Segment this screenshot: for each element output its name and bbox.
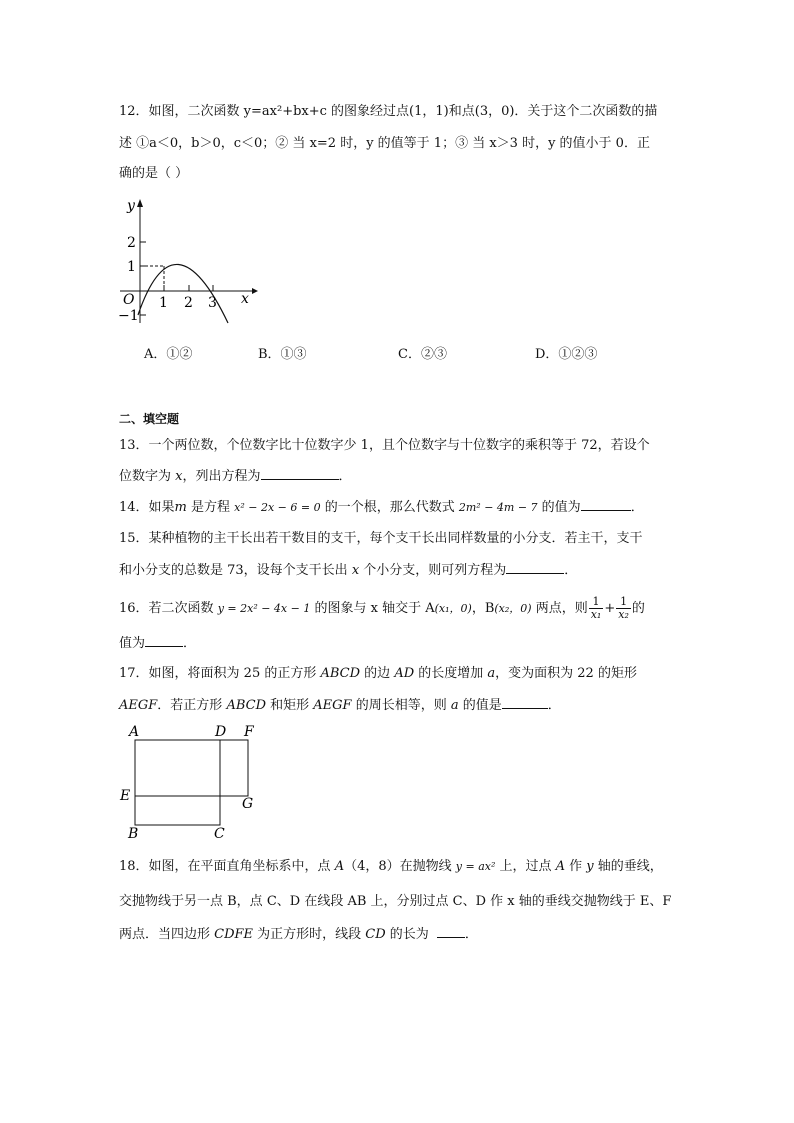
q14-var-m: m — [174, 500, 187, 515]
q15-answer-blank[interactable] — [506, 561, 564, 574]
q18-text-b: （4，8）在抛物线 — [344, 859, 456, 874]
q16-text-d: 两点，则 — [531, 601, 588, 616]
q14-text-b: 是方程 — [186, 500, 235, 515]
label-c: C — [214, 826, 225, 842]
q16-function: y = 2x² − 4x − 1 — [217, 602, 311, 615]
q18-text-h: 的长为 — [385, 927, 429, 942]
q18-line2: 交抛物线于另一点 B，点 C、D 在线段 AB 上，分别过点 C、D 作 x 轴的垂线交抛物线于 E、F — [119, 894, 672, 909]
x-tick-label-3: 3 — [208, 295, 217, 311]
q17-rectangle-figure — [115, 722, 265, 844]
q17-aegf: AEGF — [119, 698, 158, 713]
y-axis-arrow — [137, 199, 143, 207]
q16-text-e: 的 — [631, 601, 645, 616]
q18-line3 — [119, 925, 478, 944]
q12-option-d[interactable]: D．①②③ — [535, 347, 598, 362]
q16-line2 — [119, 634, 196, 653]
parabola-curve — [138, 264, 228, 323]
q17-text-g: 的周长相等，则 — [351, 698, 451, 713]
q17-end: ． — [547, 698, 561, 713]
q18-text-e: 轴的垂线， — [593, 859, 663, 874]
q12-parabola-graph — [110, 195, 260, 330]
q18-text-a: 18．如图，在平面直角坐标系中，点 — [119, 859, 335, 874]
q15-var-x: x — [351, 563, 360, 578]
q12-option-a[interactable]: A．①② — [144, 347, 193, 362]
q17-text-f: 和矩形 — [266, 698, 314, 713]
q14-end: ． — [630, 500, 644, 515]
q17-var-a: a — [487, 666, 496, 681]
label-f: F — [244, 724, 254, 740]
x-tick-label-1: 1 — [159, 295, 168, 311]
q16-frac1-denominator: x₁ — [590, 608, 602, 621]
q15-end: ． — [564, 563, 578, 578]
q16-plus: + — [604, 601, 616, 616]
q16-text-line2: 值为 — [119, 636, 146, 651]
q18-text-f: 两点．当四边形 — [119, 927, 215, 942]
rectangle-aegf — [135, 740, 248, 796]
q18-parabola: y = ax² — [455, 860, 496, 873]
y-tick-label-2: 2 — [127, 235, 136, 251]
section-title-fill-in: 二、填空题 — [119, 412, 180, 426]
x-tick-label-2: 2 — [184, 295, 193, 311]
x-axis-label: x — [241, 291, 249, 307]
q18-text-c: 上，过点 — [495, 859, 556, 874]
q17-abcd-2: ABCD — [226, 698, 266, 713]
y-tick-label-neg1: −1 — [118, 308, 139, 324]
q12-option-b[interactable]: B．①③ — [258, 347, 307, 362]
q13-line1: 13．一个两位数，个位数字比十位数字少 1，且个位数字与十位数字的乘积等于 72，若设个 — [119, 438, 650, 453]
q17-text-c: 的长度增加 — [414, 666, 488, 681]
q18-var-y: y — [586, 859, 594, 874]
q12-line1: 12．如图，二次函数 y=ax²+bx+c 的图象经过点(1，1)和点(3，0)．关于这个二次函数的描 — [119, 104, 658, 119]
x-axis-arrow — [252, 288, 258, 294]
q18-end: ． — [464, 927, 478, 942]
q14-text-d: 的值为 — [537, 500, 581, 515]
q16-text-b: 的图象与 x 轴交于 A — [310, 601, 435, 616]
q16-fraction-2 — [616, 596, 631, 621]
q18-text-g: 为正方形时，线段 — [253, 927, 366, 942]
q17-text-h: 的值是 — [458, 698, 502, 713]
q16-point-a: (x₁，0) — [434, 602, 472, 615]
q12-line2: 述 ①a＜0，b＞0，c＜0；② 当 x=2 时，y 的值等于 1；③ 当 x＞3 时，y 的值小于 0．正 — [119, 136, 650, 151]
q18-line1 — [119, 858, 663, 876]
y-tick-label-1: 1 — [127, 259, 136, 275]
q18-cd: CD — [365, 927, 386, 942]
q17-abcd: ABCD — [320, 666, 361, 681]
q15-line1: 15．某种植物的主干长出若干数目的支干，每个支干长出同样数量的小分支．若主干，支干 — [119, 531, 643, 546]
label-e: E — [120, 788, 131, 804]
q13-end: ． — [338, 469, 352, 484]
q16-line1 — [119, 596, 645, 621]
q17-line2 — [119, 696, 561, 715]
q17-ad: AD — [394, 666, 415, 681]
q16-frac2-numerator: 1 — [616, 596, 631, 609]
q18-point-a-2: A — [555, 859, 566, 874]
origin-label: O — [123, 292, 135, 308]
label-b: B — [128, 826, 139, 842]
q13-var-x: x — [175, 469, 183, 484]
q16-frac2-denominator: x₂ — [618, 608, 629, 621]
q14-equation: x² − 2x − 6 = 0 — [234, 501, 321, 514]
q12-line3: 确的是（ ） — [119, 166, 189, 181]
q14-text-c: 的一个根，那么代数式 — [320, 500, 459, 515]
q15-text-a: 和小分支的总数是 73，设每个支干长出 — [119, 563, 352, 578]
q14-answer-blank[interactable] — [581, 498, 631, 511]
q13-text-a: 位数字为 — [119, 469, 176, 484]
q17-text-a: 17．如图，将面积为 25 的正方形 — [119, 666, 321, 681]
q17-aegf-2: AEGF — [313, 698, 352, 713]
label-d: D — [215, 724, 227, 740]
square-abcd — [135, 740, 220, 825]
q14-text-a: 14．如果 — [119, 500, 175, 515]
q16-text-a: 16．若二次函数 — [119, 601, 218, 616]
q16-end: ． — [183, 636, 197, 651]
label-g: G — [242, 796, 254, 812]
q13-line2 — [119, 467, 352, 486]
q14-expression: 2m² − 4m − 7 — [458, 501, 538, 514]
q13-answer-blank[interactable] — [261, 467, 339, 480]
q17-text-d: ，变为面积为 22 的矩形 — [495, 666, 637, 681]
q18-text-d: 作 — [565, 859, 587, 874]
q18-cdfe: CDFE — [214, 927, 254, 942]
q14-line — [119, 498, 644, 517]
q15-line2 — [119, 561, 577, 580]
q17-var-a-2: a — [450, 698, 459, 713]
q16-answer-blank[interactable] — [145, 634, 183, 647]
q16-fraction-1 — [589, 596, 604, 621]
label-a: A — [129, 724, 140, 740]
q18-point-a: A — [334, 859, 345, 874]
q18-answer-blank[interactable] — [437, 925, 465, 938]
q15-text-b: 个小分支，则可列方程为 — [359, 563, 507, 578]
q17-line1 — [119, 665, 637, 683]
q16-text-c: ，B — [471, 601, 495, 616]
q17-text-b: 的边 — [360, 666, 395, 681]
q16-point-b: (x₂，0) — [494, 602, 532, 615]
y-axis-label: y — [127, 198, 135, 214]
q13-text-b: ，列出方程为 — [182, 469, 261, 484]
q16-frac1-numerator: 1 — [589, 596, 604, 609]
q17-text-e: ．若正方形 — [157, 698, 227, 713]
q17-answer-blank[interactable] — [502, 696, 548, 709]
q12-option-c[interactable]: C．②③ — [398, 347, 447, 362]
